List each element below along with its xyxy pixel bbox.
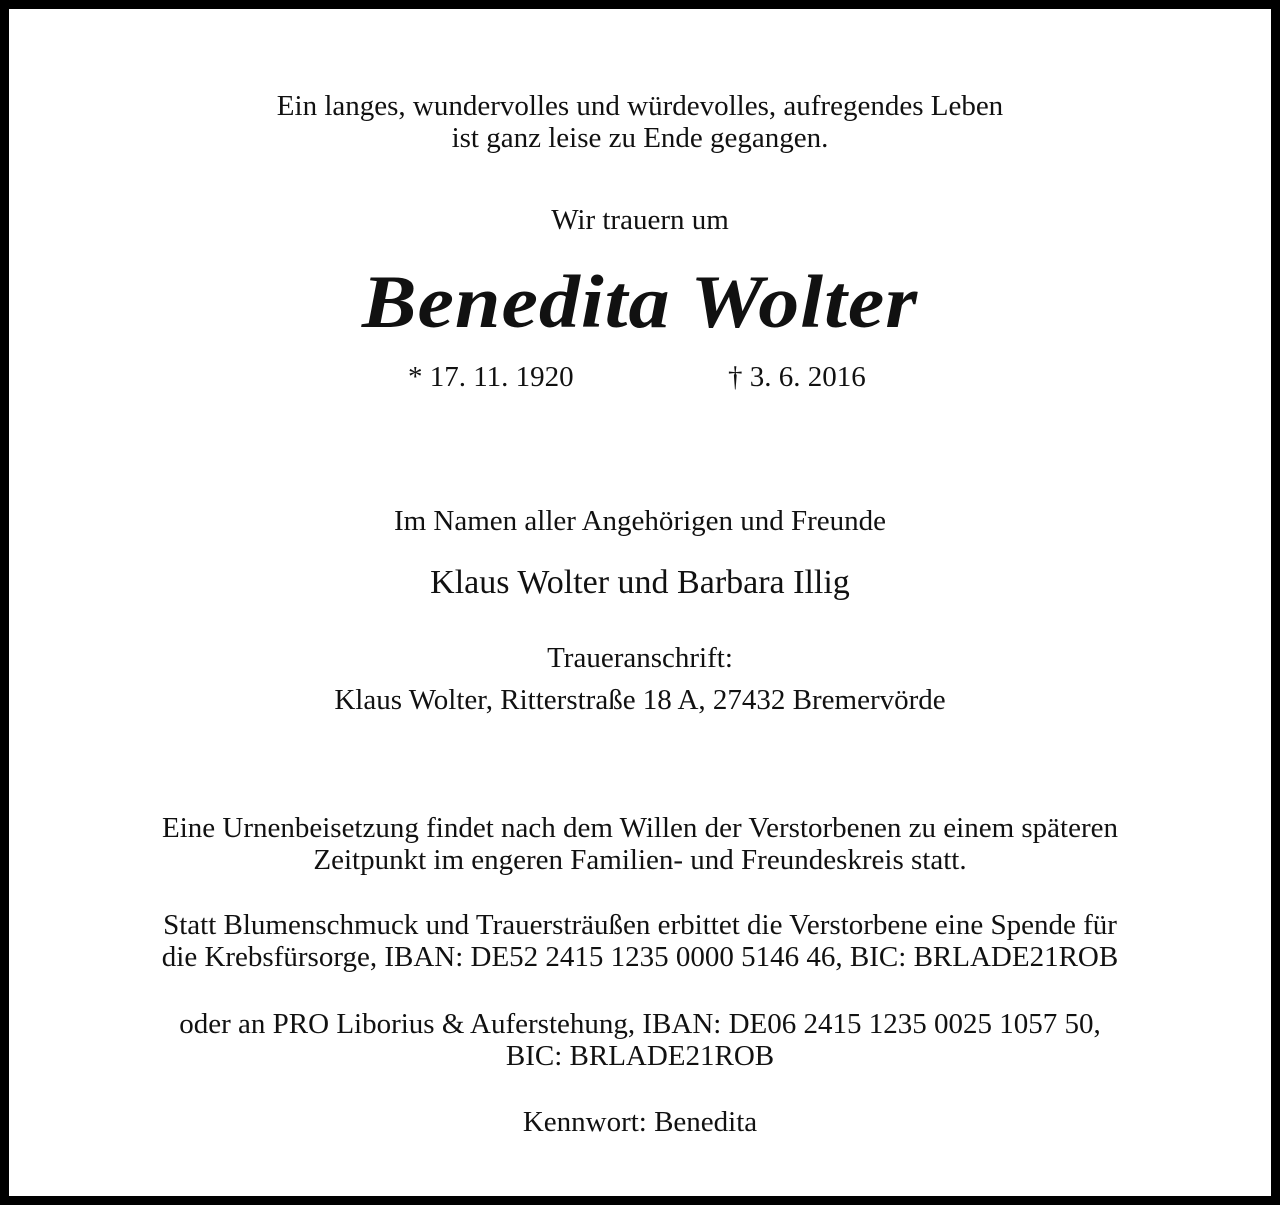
death-date: † 3. 6. 2016 (728, 361, 866, 393)
donation-line-4: BIC: BRLADE21ROB (505, 1040, 775, 1072)
family-names: Klaus Wolter und Barbara Illig (430, 564, 850, 601)
burial-line-1: Eine Urnenbeisetzung findet nach dem Willen der Verstorbenen zu einem späteren (161, 812, 1119, 844)
intro-line-1: Ein langes, wundervolles und würdevolles, aufregendes Leben (276, 90, 1004, 122)
donation-line-3: oder an PRO Liborius & Auferstehung, IBAN: DE06 2415 1235 0025 1057 50, (179, 1008, 1101, 1040)
address: Klaus Wolter, Ritterstraße 18 A, 27432 Bremervörde (334, 684, 946, 716)
birth-date: * 17. 11. 1920 (408, 361, 574, 393)
on-behalf-line: Im Namen aller Angehörigen und Freunde (393, 505, 887, 537)
intro-line-2: ist ganz leise zu Ende gegangen. (451, 122, 829, 154)
donation-line-1: Statt Blumenschmuck und Trauersträußen erbittet die Verstorbene eine Spende für (163, 909, 1117, 941)
keyword: Kennwort: Benedita (522, 1106, 758, 1138)
deceased-name: Benedita Wolter (361, 259, 919, 344)
burial-line-2: Zeitpunkt im engeren Familien- und Freundeskreis statt. (313, 844, 967, 876)
mourning-statement: Wir trauern um (551, 204, 729, 236)
address-label: Traueranschrift: (547, 642, 733, 674)
donation-line-2: die Krebsfürsorge, IBAN: DE52 2415 1235 0000 5146 46, BIC: BRLADE21ROB (161, 941, 1119, 973)
